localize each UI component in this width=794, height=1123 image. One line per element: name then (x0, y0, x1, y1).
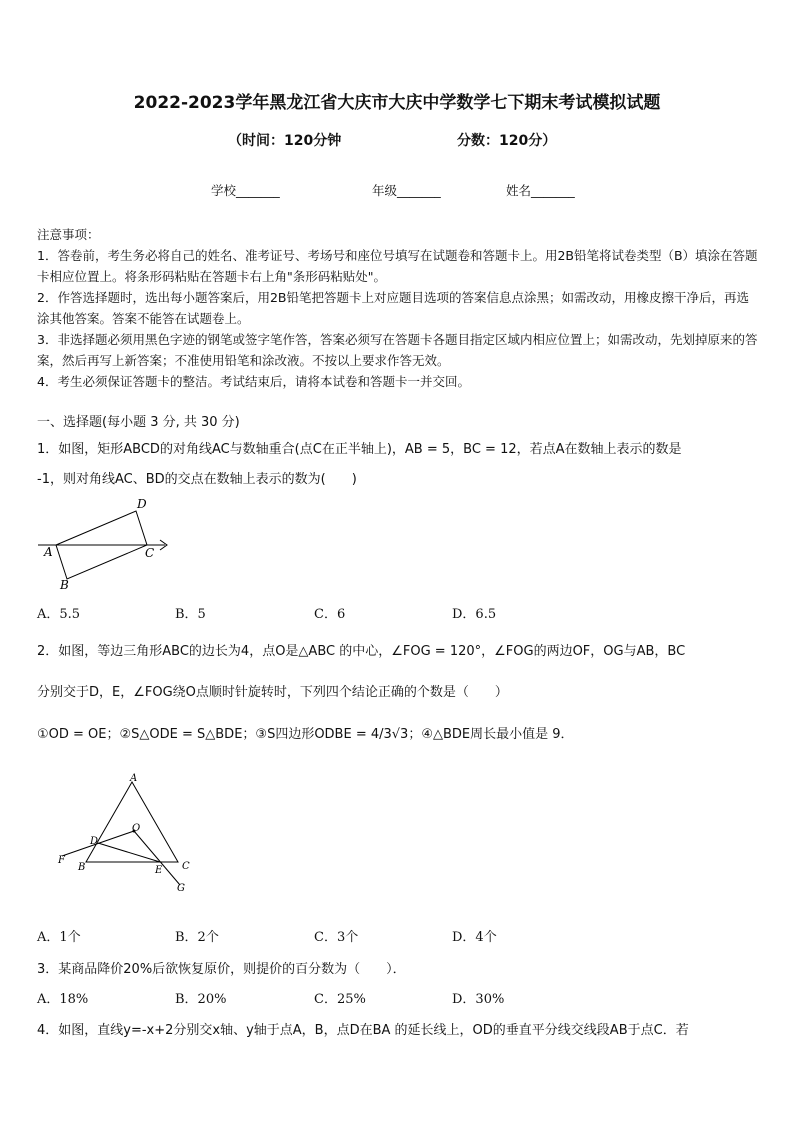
label-c: C (145, 546, 155, 560)
q1-stem-line1: 1．如图，矩形ABCD的对角线AC与数轴重合(点C在正半轴上)，AB = 5，BC = 12，若点A在数轴上表示的数是 (37, 442, 682, 457)
label-a: A (44, 545, 53, 559)
notes-block (37, 224, 759, 392)
label-b: B (78, 862, 86, 873)
exam-title: 2022-2023学年黑龙江省大庆市大庆中学数学七下期末考试模拟试题 (133, 93, 661, 113)
label-a: A (130, 773, 138, 784)
exam-score: 分数：120分） (457, 133, 557, 149)
q1-option-a: A．5.5 (37, 607, 81, 622)
note-item: 3．非选择题必须用黑色字迹的钢笔或签字笔作答，答案必须写在答题卡各题目指定区域内相应位置上；如需改动，先划掉原来的答案，然后再写上新答案；不准使用铅笔和涂改液。不按以上要求作答无效。 (37, 332, 758, 368)
school-field: 学校_______ (211, 183, 280, 198)
q1-option-b: B．5 (175, 607, 206, 622)
q3-option-b: B．20% (175, 992, 227, 1007)
q3-option-c: C．25% (314, 992, 366, 1007)
q3-option-a: A．18% (37, 992, 89, 1007)
q1-option-c: C．6 (314, 607, 346, 622)
q2-option-b: B．2个 (175, 930, 219, 945)
note-item: 2．作答选择题时，选出每小题答案后，用2B铅笔把答题卡上对应题目选项的答案信息点涂黑；如需改动，用橡皮擦干净后，再选涂其他答案。答案不能答在试题卷上。 (37, 290, 749, 326)
label-d: D (137, 497, 147, 511)
label-d: D (90, 836, 99, 847)
q2-stem-line2: 分别交于D，E，∠FOG绕O点顺时针旋转时，下列四个结论正确的个数是（ ） (37, 685, 508, 700)
q4-stem: 4．如图，直线y=-x+2分别交x轴、y轴于点A，B，点D在BA 的延长线上，OD的垂直平分线交线段AB于点C．若 (37, 1023, 689, 1038)
q1-option-d: D．6.5 (452, 607, 497, 622)
q1-stem-line2: -1，则对角线AC、BD的交点在数轴上表示的数为( ) (37, 472, 357, 487)
q2-option-c: C．3个 (314, 930, 359, 945)
section-heading: 一、选择题(每小题 3 分, 共 30 分) (37, 415, 240, 430)
q2-figure (50, 770, 200, 895)
label-g: G (177, 883, 185, 894)
q2-option-d: D．4个 (452, 930, 497, 945)
exam-time: （时间：120分钟 (228, 133, 342, 149)
label-e: E (155, 865, 163, 876)
label-c: C (182, 861, 190, 872)
label-o: O (132, 823, 141, 834)
label-f: F (58, 855, 65, 866)
notes-heading: 注意事项： (37, 227, 100, 242)
ray-og (134, 831, 180, 885)
name-field: 姓名_______ (506, 183, 575, 198)
triangle-abc (86, 782, 178, 862)
grade-field: 年级_______ (372, 183, 441, 198)
label-b: B (60, 578, 69, 592)
q3-stem: 3．某商品降价20%后欲恢复原价，则提价的百分数为（ ）． (37, 962, 406, 977)
note-item: 4．考生必须保证答题卡的整洁。考试结束后，请将本试卷和答题卡一并交回。 (37, 374, 470, 389)
q2-conclusions: ①OD = OE；②S△ODE = S△BDE；③S四边形ODBE = 4/3√3；④△BDE周长最小值是 9． (37, 727, 574, 742)
q3-option-d: D．30% (452, 992, 505, 1007)
q2-option-a: A．1个 (37, 930, 81, 945)
segment-de (98, 843, 160, 862)
q1-figure (30, 495, 180, 595)
note-item: 1．答卷前，考生务必将自己的姓名、准考证号、考场号和座位号填写在试题卷和答题卡上。用2B铅笔将试卷类型（B）填涂在答题卡相应位置上。将条形码粘贴在答题卡右上角"条形码粘贴处"。 (37, 248, 758, 284)
q2-stem-line1: 2．如图，等边三角形ABC的边长为4，点O是△ABC 的中心，∠FOG = 120°，∠FOG的两边OF，OG与AB，BC (37, 644, 686, 659)
